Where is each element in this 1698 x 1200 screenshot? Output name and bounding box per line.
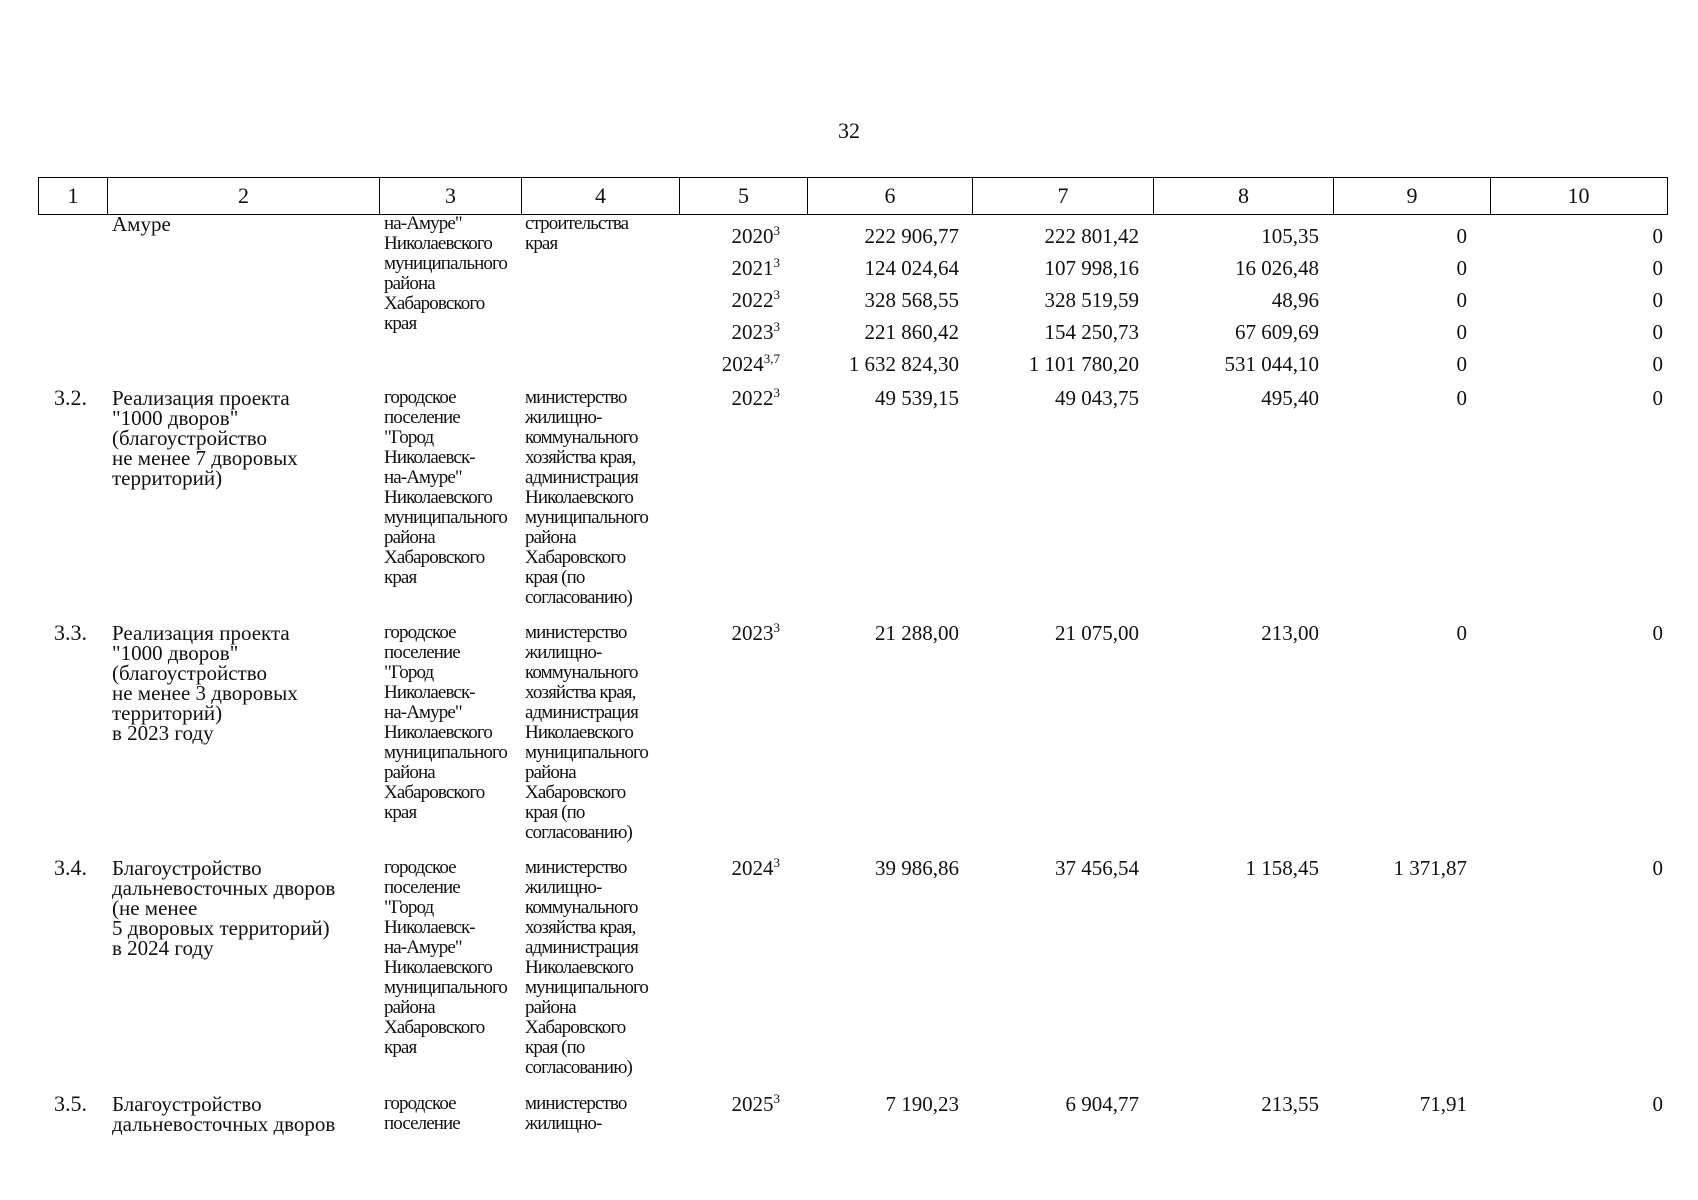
- value-col9: 0: [1456, 288, 1467, 312]
- value-col10: 0: [1652, 621, 1663, 645]
- value-col6: 39 986,86: [875, 856, 959, 880]
- value-col7: 49 043,75: [1055, 386, 1139, 410]
- value-col8: 105,35: [1261, 224, 1319, 248]
- value-col6: 222 906,77: [864, 224, 959, 248]
- value-col8: 16 026,48: [1235, 256, 1319, 280]
- header-cell-4: 4: [522, 178, 680, 214]
- value-col8: 1 158,45: [1245, 856, 1319, 880]
- value-col8: 213,55: [1261, 1092, 1319, 1116]
- value-col9: 1 371,87: [1393, 856, 1467, 880]
- value-col7: 21 075,00: [1055, 621, 1139, 645]
- value-col7: 37 456,54: [1055, 856, 1139, 880]
- year-line: [0, 288, 1698, 320]
- value-col9: 0: [1456, 256, 1467, 280]
- table-header-row: [38, 177, 1668, 215]
- row-executor: городское поселение "Город Николаевск- на-Амуре" Николаевского муниципального района Хабаровского края: [384, 857, 507, 1058]
- value-col9: 0: [1456, 320, 1467, 344]
- value-col10: 0: [1652, 224, 1663, 248]
- year-cell: 2022$^3$: [731, 385, 780, 410]
- year-line: [0, 320, 1698, 352]
- row-responsible: строительства края: [525, 213, 629, 254]
- row-executor: городское поселение "Город Николаевск- на-Амуре" Николаевского муниципального района Хабаровского края: [384, 622, 507, 823]
- year-cell: 2023$^3$: [731, 620, 780, 645]
- value-col6: 1 632 824,30: [848, 352, 959, 376]
- value-col8: 213,00: [1261, 621, 1319, 645]
- year-line: [0, 856, 1698, 888]
- year-cell: 2024$^3$: [731, 855, 780, 880]
- value-col8: 531 044,10: [1224, 352, 1319, 376]
- value-col10: 0: [1652, 856, 1663, 880]
- row-executor: городское поселение "Город Николаевск- на-Амуре" Николаевского муниципального района Хабаровского края: [384, 387, 507, 588]
- header-cell-9: 9: [1334, 178, 1491, 214]
- header-cell-5: 5: [680, 178, 808, 214]
- row-responsible: министерство жилищно- коммунального хозяйства края, администрация Николаевского муниципального района Хабаровского края (по согласованию): [525, 857, 648, 1078]
- header-cell-7: 7: [973, 178, 1154, 214]
- row-responsible: министерство жилищно-: [525, 1093, 627, 1134]
- header-cell-1: 1: [39, 178, 108, 214]
- value-col8: 48,96: [1271, 288, 1319, 312]
- header-cell-10: 10: [1567, 183, 1590, 208]
- year-cell: 2025$^3$: [731, 1091, 780, 1116]
- row-name: Амуре: [112, 212, 171, 236]
- value-col6: 221 860,42: [864, 320, 959, 344]
- value-col7: 328 519,59: [1044, 288, 1139, 312]
- year-line: [0, 621, 1698, 653]
- year-cell: 2020$^3$: [731, 223, 780, 248]
- row-number: 3.3.: [54, 620, 87, 645]
- value-col6: 328 568,55: [864, 288, 959, 312]
- year-line: [0, 386, 1698, 418]
- value-col9: 0: [1456, 621, 1467, 645]
- value-col7: 154 250,73: [1044, 320, 1139, 344]
- row-name: Реализация проекта "1000 дворов" (благоустройство не менее 7 дворовых территорий): [112, 386, 298, 490]
- value-col10: 0: [1652, 386, 1663, 410]
- value-col6: 124 024,64: [864, 256, 959, 280]
- value-col7: 1 101 780,20: [1028, 352, 1139, 376]
- value-col7: 107 998,16: [1044, 256, 1139, 280]
- value-col10: 0: [1652, 256, 1663, 280]
- year-cell: 2022$^3$: [731, 287, 780, 312]
- value-col9: 0: [1456, 386, 1467, 410]
- year-cell: 2024$^{3,7}$: [721, 351, 780, 376]
- row-name: Благоустройство дальневосточных дворов: [112, 1092, 336, 1136]
- row-executor: городское поселение: [384, 1093, 460, 1134]
- row-number: 3.2.: [54, 385, 87, 410]
- row-number: 3.5.: [54, 1091, 87, 1116]
- header-cell-8: 8: [1154, 178, 1334, 214]
- value-col10: 0: [1652, 288, 1663, 312]
- year-line: [0, 352, 1698, 384]
- value-col10: 0: [1652, 320, 1663, 344]
- value-col9: 0: [1456, 224, 1467, 248]
- value-col10: 0: [1652, 352, 1663, 376]
- row-name: Реализация проекта "1000 дворов" (благоустройство не менее 3 дворовых территорий) в 2023 году: [112, 621, 298, 745]
- year-line: [0, 256, 1698, 288]
- value-col6: 7 190,23: [885, 1092, 959, 1116]
- value-col8: 495,40: [1261, 386, 1319, 410]
- row-responsible: министерство жилищно- коммунального хозяйства края, администрация Николаевского муниципального района Хабаровского края (по согласованию): [525, 387, 648, 608]
- page-number: 32: [838, 118, 860, 143]
- value-col6: 49 539,15: [875, 386, 959, 410]
- value-col7: 6 904,77: [1065, 1092, 1139, 1116]
- row-executor: на-Амуре" Николаевского муниципального района Хабаровского края: [384, 213, 507, 334]
- row-responsible: министерство жилищно- коммунального хозяйства края, администрация Николаевского муниципального района Хабаровского края (по согласованию): [525, 622, 648, 843]
- year-line: [0, 1092, 1698, 1124]
- year-cell: 2023$^3$: [731, 319, 780, 344]
- row-number: 3.4.: [54, 855, 87, 880]
- header-cell-6: 6: [808, 178, 973, 214]
- year-cell: 2021$^3$: [731, 255, 780, 280]
- value-col10: 0: [1652, 1092, 1663, 1116]
- value-col6: 21 288,00: [875, 621, 959, 645]
- header-cell-3: 3: [380, 178, 522, 214]
- row-name: Благоустройство дальневосточных дворов (не менее 5 дворовых территорий) в 2024 году: [112, 856, 336, 960]
- value-col7: 222 801,42: [1044, 224, 1139, 248]
- value-col9: 0: [1456, 352, 1467, 376]
- year-line: [0, 224, 1698, 256]
- value-col9: 71,91: [1419, 1092, 1467, 1116]
- header-cell-2: 2: [108, 178, 380, 214]
- value-col8: 67 609,69: [1235, 320, 1319, 344]
